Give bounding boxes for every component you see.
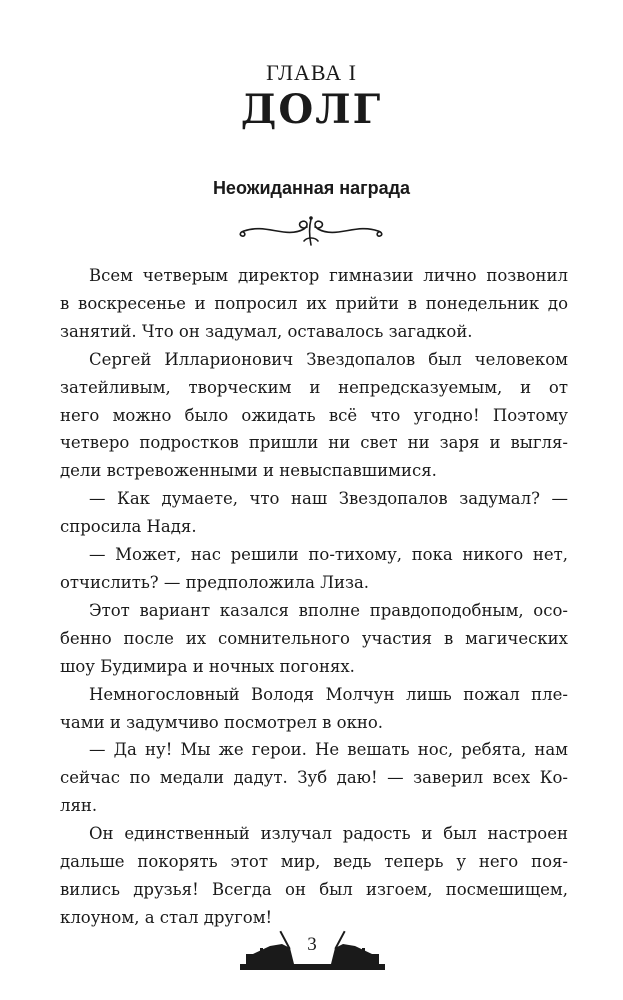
chapter-title: ДОЛГ	[240, 86, 383, 133]
text-line: Сергей Илларионович Звездопалов был человеком	[89, 349, 568, 369]
text-line: Немногословный Володя Молчун лишь пожал пле-	[89, 684, 568, 704]
text-line: чами и задумчиво посмотрел в окно.	[60, 712, 384, 732]
text-line: спросила Надя.	[60, 517, 197, 537]
text-line: — Может, нас решили по-тихому, пока никого нет,	[89, 545, 568, 565]
text-line: Он единственный излучал радость и был настроен	[89, 824, 568, 844]
text-line: Всем четверым директор гимназии лично позвонил	[89, 266, 568, 285]
text-line: — Да ну! Мы же герои. Не вешать нос, ребята, нам	[89, 740, 568, 760]
text-line: сейчас по медали дадут. Зуб даю! — заверил всех Ко-	[60, 768, 568, 788]
text-line: бенно после их сомнительного участия в магических	[60, 628, 568, 648]
flourish-ornament-icon	[236, 213, 386, 249]
text-line: занятий. Что он задумал, оставалось загадкой.	[60, 321, 473, 341]
text-line: — Как думаете, что наш Звездопалов задумал? —	[89, 489, 568, 509]
text-line: дели встревоженными и невыспавшимися.	[60, 461, 437, 481]
chapter-body-text	[60, 262, 568, 932]
text-line: шоу Будимира и ночных погонях.	[60, 656, 355, 676]
text-line: затейливым, творческим и непредсказуемым, и от	[60, 377, 568, 397]
section-title: Неожиданная награда	[212, 178, 411, 198]
text-line: клоуном, а стал другом!	[60, 907, 273, 927]
text-line: четверо подростков пришли ни свет ни заря и выгля-	[60, 433, 568, 453]
chapter-label: ГЛАВА I	[266, 60, 357, 85]
text-line: него можно было ожидать всё что угодно! Поэтому	[60, 405, 568, 425]
text-line: вились друзья! Всегда он был изгоем, посмешищем,	[60, 879, 568, 899]
text-line: отчислить? — предположила Лиза.	[60, 572, 370, 592]
text-line: дальше покорять этот мир, ведь теперь у него поя-	[60, 852, 568, 872]
page-number: 3	[307, 934, 317, 955]
text-line: в воскресенье и попросил их прийти в понедельник до	[60, 293, 568, 313]
text-line: лян.	[60, 796, 98, 816]
text-line: Этот вариант казался вполне правдоподобным, осо-	[89, 600, 568, 620]
